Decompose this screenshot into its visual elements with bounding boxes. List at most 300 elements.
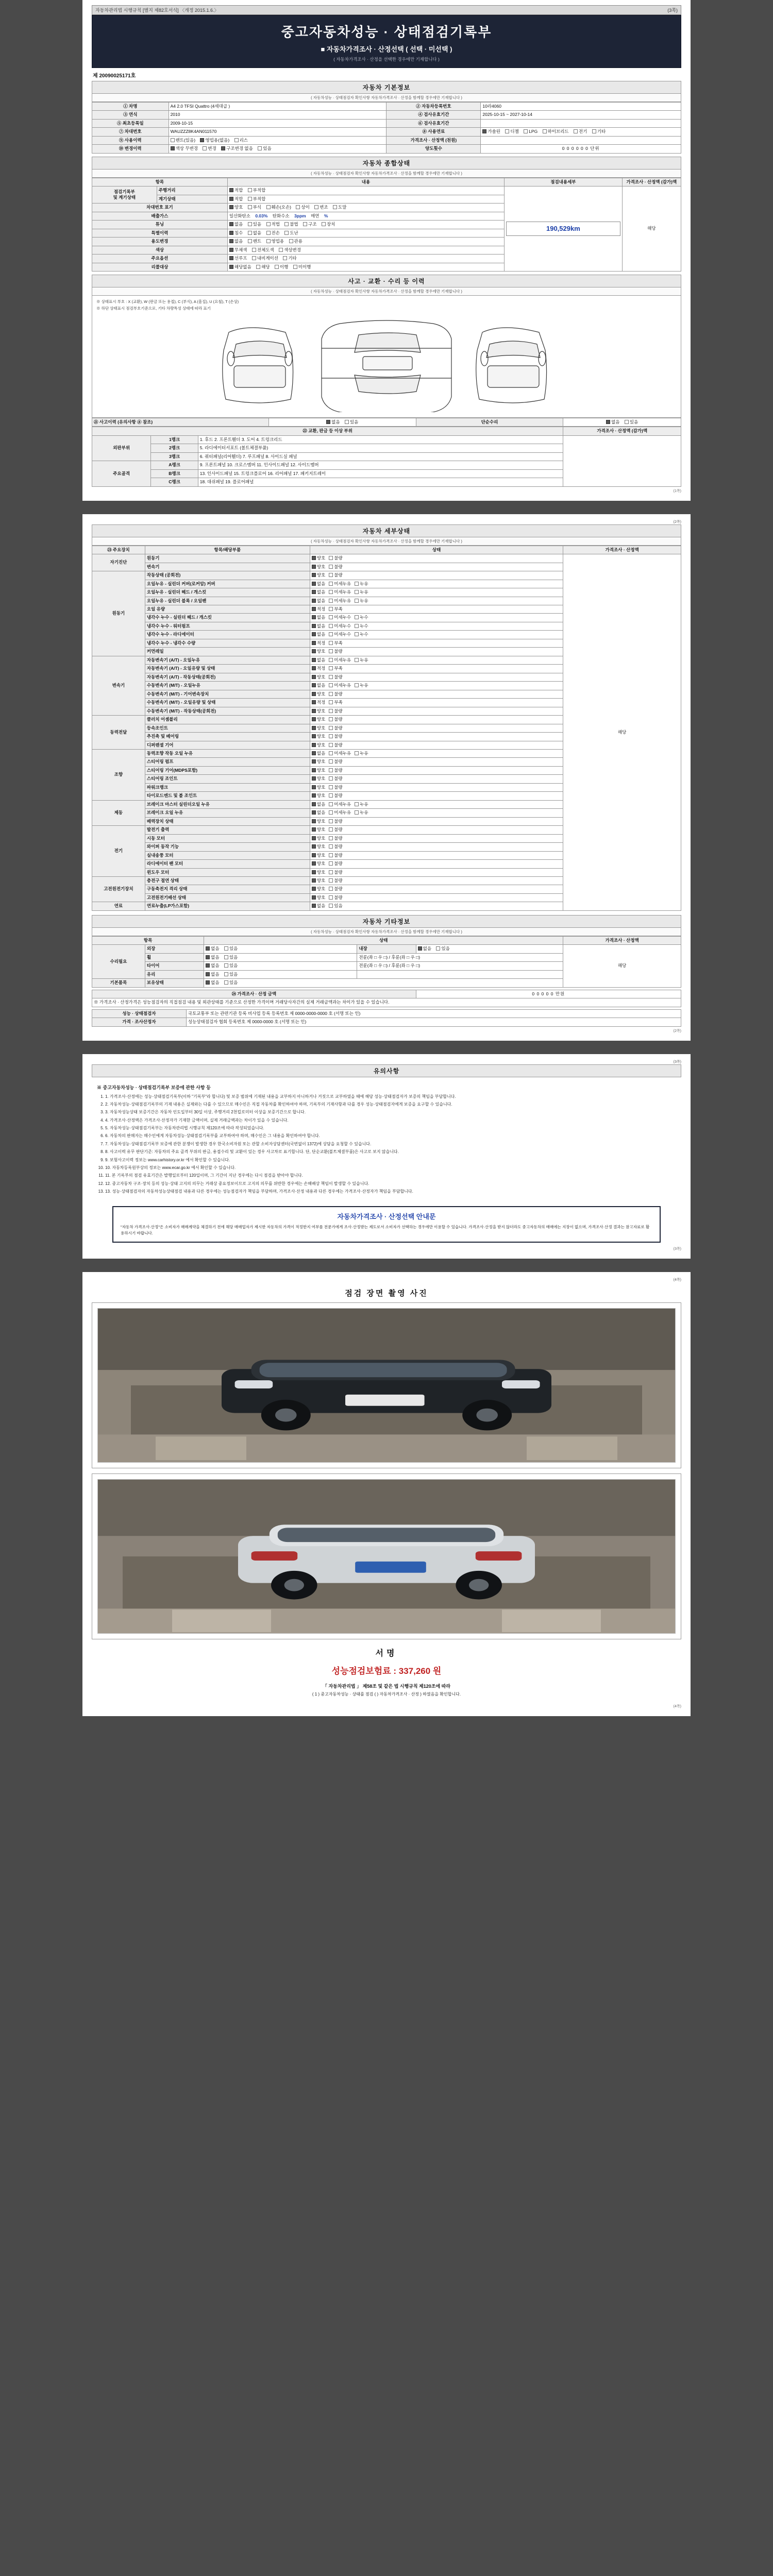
vin-modified[interactable]: 훼손(오손) (266, 205, 292, 210)
simple-yes[interactable]: 있음 (625, 419, 638, 425)
change-color-none[interactable]: 색상 무변경 (171, 146, 198, 151)
detail-item-label: 스티어링 기어(MDPS포함) (145, 766, 310, 774)
detail-item-state (310, 868, 563, 876)
detail-item-state (310, 580, 563, 588)
overall-value-options (227, 255, 504, 263)
table-row (92, 187, 681, 195)
glass-none[interactable]: 없음 (206, 972, 219, 977)
meter-ng[interactable]: 부적합 (248, 196, 266, 202)
detail-item-state (310, 716, 563, 724)
detail-option-없음[interactable]: 없음 (312, 615, 325, 620)
emission-co-value: 0.03% (255, 213, 268, 218)
change-color-yes[interactable]: 변경 (203, 146, 216, 151)
detail-state-table (92, 546, 681, 911)
basic-label-name: ① 차명 (92, 103, 169, 111)
notice-title: 유의사항 (92, 1064, 681, 1077)
detail-option-있음[interactable]: 있음 (329, 903, 342, 909)
special-flood-none[interactable]: 없음 (248, 230, 261, 236)
detail-item-label: 파워크랭크 (145, 783, 310, 791)
fuel-lpg[interactable]: LPG (524, 129, 537, 134)
notice-item: 10. 10. 자동차등록원부상의 정보는 www.ecar.go.kr 에서 확인할 수 있습니다. (105, 1165, 676, 1171)
overall-label-cartype: 차대번호 표기 (92, 204, 228, 212)
emission-co-label: 일산화탄소 (229, 213, 250, 218)
detail-item-label: 스티어링 펌프 (145, 758, 310, 766)
detail-option-누수[interactable]: 누수 (355, 632, 368, 637)
detail-option-누유[interactable]: 누유 (355, 751, 368, 756)
sign-value-performance: 국토교통부 또는 관련기관 등록 비사업 등록 등록번호 제 0000-0000-0000 호 (서명 또는 인) (186, 1009, 681, 1018)
dist-ok[interactable]: 적합 (229, 188, 243, 193)
detail-option-없음[interactable]: 없음 (312, 623, 325, 629)
detail-option-양호[interactable]: 양호 (312, 734, 325, 739)
page-4-footer: (4쪽) (673, 1704, 681, 1708)
detail-option-양호[interactable]: 양호 (312, 861, 325, 867)
photos-title: 점검 장면 촬영 사진 (345, 1289, 428, 1298)
legal-foot-2: ( 1 ) 중고자동차성능 · 상태를 점검 ( ) 자동차가격조사 · 산정 ) 하였음을 확인합니다. (312, 1691, 461, 1697)
exterior-yes[interactable]: 있음 (224, 946, 238, 952)
detail-item-label: 고전원전기배선 상태 (145, 893, 310, 902)
detail-option-미세누유[interactable]: 미세누유 (329, 598, 351, 604)
total-value: 0 0 0 0 0 만원 (416, 990, 681, 998)
detail-option-양호[interactable]: 양호 (312, 725, 325, 731)
detail-option-불량[interactable]: 불량 (329, 768, 342, 773)
detail-option-없음[interactable]: 없음 (312, 598, 325, 604)
detail-item-label: 냉각수 누수 - 라디에이터 (145, 631, 310, 639)
detail-item-label: 오일누유 - 실린더 헤드 / 개스킷 (145, 588, 310, 597)
special-flood[interactable]: 침수 (229, 230, 243, 236)
detail-item-label: 스티어링 조인트 (145, 775, 310, 783)
glass-yes[interactable]: 있음 (224, 972, 238, 977)
overall-value-cartype (227, 204, 504, 212)
accident-label: ㉑ 사고이력 (유의사항 ⑧ 참조) (92, 418, 269, 426)
detail-item-label: 수동변속기 (M/T) - 작동상태(공회전) (145, 707, 310, 715)
detail-group-0: 자기진단 (92, 554, 145, 571)
other-item-exterior: 외장 (145, 945, 204, 953)
vin-none[interactable]: 변조 (314, 205, 328, 210)
usechange-rent[interactable]: 없음 (229, 239, 243, 244)
recall-yes[interactable]: 해당 (256, 264, 270, 270)
detail-option-미세누유[interactable]: 미세누유 (329, 802, 351, 807)
detail-option-없음[interactable]: 없음 (312, 632, 325, 637)
detail-item-state (310, 851, 563, 859)
table-row (92, 945, 681, 953)
detail-option-양호[interactable]: 양호 (312, 564, 325, 570)
other-item-basic: 보유상태 (145, 979, 204, 987)
accident-none[interactable]: 없음 (326, 419, 340, 425)
detail-option-적정[interactable]: 적정 (312, 606, 325, 612)
use-rent[interactable]: 렌트(있음) (171, 138, 196, 143)
detail-option-미세누유[interactable]: 미세누유 (329, 810, 351, 816)
detail-option-불량[interactable]: 불량 (329, 734, 342, 739)
detail-item-state (310, 860, 563, 868)
basic-label-count: 양도횟수 (386, 145, 481, 153)
accident-yes[interactable]: 있음 (345, 419, 358, 425)
parts-line-a: 9. 프론트패널 10. 크로스멤버 11. 인사이드패널 12. 사이드멤버 (198, 461, 563, 469)
detail-option-누유[interactable]: 누유 (355, 683, 368, 688)
detail-option-부족[interactable]: 부족 (329, 666, 342, 671)
change-struct-none[interactable]: 구조변경 없음 (221, 146, 253, 151)
interior-none[interactable]: 없음 (418, 946, 431, 952)
parts-tier-a: A랭크 (151, 461, 198, 469)
detail-option-누유[interactable]: 누유 (355, 810, 368, 816)
page-mark-1: (3쪽) (667, 8, 678, 13)
vin-damaged[interactable]: 부식 (248, 205, 261, 210)
tuning-yes[interactable]: 있음 (248, 222, 261, 227)
car-top-diagram (309, 314, 464, 412)
basicitem-yes[interactable]: 있음 (224, 980, 238, 986)
signature-table (92, 1009, 681, 1027)
photo-frame-2 (92, 1473, 681, 1639)
detail-item-label: 디퍼렌셜 기어 (145, 741, 310, 749)
detail-item-label: 와이퍼 동작 기능 (145, 843, 310, 851)
basic-value-vin: WAUZZZ8K4AN011570 (169, 128, 386, 136)
detail-option-양호[interactable]: 양호 (312, 819, 325, 824)
overall-label-options: 주요옵션 (92, 255, 228, 263)
parts-group-frame: 주요골격 (92, 461, 151, 486)
detail-col-1: ㉓ 주요장치 (92, 546, 145, 554)
detail-option-누유[interactable]: 누유 (355, 581, 368, 587)
table-row (92, 145, 681, 153)
meter-ok[interactable]: 적합 (229, 196, 243, 202)
option-navi[interactable]: 내비게이션 (252, 256, 278, 261)
basic-value-inspection: 2025-10-15 ~ 2027-10-14 (481, 111, 681, 119)
basicitem-none[interactable]: 없음 (206, 980, 219, 986)
detail-option-불량[interactable]: 불량 (329, 785, 342, 790)
detail-option-불량[interactable]: 불량 (329, 649, 342, 654)
detail-option-없음[interactable]: 없음 (312, 751, 325, 756)
parts-line-1: 1. 후드 2. 프론트휀더 3. 도어 4. 트렁크리드 (198, 435, 563, 444)
other-value-wheel (204, 953, 357, 961)
detail-option-없음[interactable]: 없음 (312, 589, 325, 595)
overall-value-color (227, 246, 504, 254)
other-col-1: 항목 (92, 936, 204, 944)
detail-option-적정[interactable]: 적정 (312, 700, 325, 705)
detail-option-불량[interactable]: 불량 (329, 827, 342, 833)
other-group-repair: 수리필요 (92, 945, 145, 979)
interior-yes[interactable]: 있음 (436, 946, 449, 952)
tuning-none[interactable]: 없음 (229, 222, 243, 227)
special-theft[interactable]: 도난 (284, 230, 298, 236)
overall-col-content: 내용 (227, 178, 504, 186)
detail-option-없음[interactable]: 없음 (312, 683, 325, 688)
detail-item-state (310, 571, 563, 580)
detail-option-불량[interactable]: 불량 (329, 572, 342, 578)
detail-option-양호[interactable]: 양호 (312, 768, 325, 773)
detail-option-양호[interactable]: 양호 (312, 759, 325, 765)
overall-value-special (227, 229, 504, 237)
detail-option-양호[interactable]: 양호 (312, 844, 325, 850)
detail-option-미세누유[interactable]: 미세누유 (329, 683, 351, 688)
basic-label-usehistory: ⑨ 사용이력 (92, 136, 169, 144)
basic-value-firstreg: 2009-10-15 (169, 119, 386, 127)
notice-item: 2. 2. 자동차성능·상태점검기록부의 기재 내용은 실제와는 다를 수 있으므로 매수인은 직접 자동차를 확인하여야 하며, 기록부의 기재사항과 다를 경우 성능·상태점검자에게 보증을 요구할 수 있습니다. (105, 1101, 676, 1108)
detail-option-양호[interactable]: 양호 (312, 878, 325, 884)
table-row (92, 103, 681, 111)
detail-item-state (310, 877, 563, 885)
detail-option-없음[interactable]: 없음 (312, 657, 325, 663)
section-overall-subtitle: ( 자동차성능 · 상태점검자 확인사항 자동차가격조사 · 산정을 함께할 경우에만 기재합니다 ) (92, 170, 681, 178)
detail-option-양호[interactable]: 양호 (312, 853, 325, 858)
usechange-lease[interactable]: 관용 (289, 239, 303, 244)
simple-repair-value (563, 418, 681, 426)
emission-hc-label: 탄화수소 (272, 213, 290, 218)
detail-item-state (310, 800, 563, 808)
detail-option-미세누수[interactable]: 미세누수 (329, 623, 351, 629)
basic-info-table (92, 102, 681, 154)
detail-option-양호[interactable]: 양호 (312, 555, 325, 561)
wheel-none[interactable]: 없음 (206, 955, 219, 960)
special-total-loss[interactable]: 전손 (266, 230, 280, 236)
tire-none[interactable]: 없음 (206, 963, 219, 969)
detail-item-state (310, 749, 563, 757)
page-4-topmark: (4쪽) (673, 1278, 681, 1282)
recall-no[interactable]: 해당없음 (229, 264, 251, 270)
detail-option-미세누유[interactable]: 미세누유 (329, 751, 351, 756)
form-code: 자동차관리법 시행규칙 [별지 제82호서식] 〈개정 2015.1.6.〉 (95, 8, 219, 13)
detail-option-양호[interactable]: 양호 (312, 785, 325, 790)
detail-item-label: 원동기 (145, 554, 310, 563)
page-1 (82, 0, 691, 501)
detail-item-state (310, 758, 563, 766)
detail-option-불량[interactable]: 불량 (329, 844, 342, 850)
detail-item-label: 브레이크 오일 누유 (145, 809, 310, 817)
insurance-fee-label: 성능점검보험료 : (331, 1666, 396, 1676)
detail-option-누유[interactable]: 누유 (355, 802, 368, 807)
detail-option-양호[interactable]: 양호 (312, 870, 325, 875)
detail-option-양호[interactable]: 양호 (312, 649, 325, 654)
other-value-basic (204, 979, 563, 987)
vin-stamped[interactable]: 상이 (296, 205, 309, 210)
detail-option-양호[interactable]: 양호 (312, 708, 325, 714)
detail-option-불량[interactable]: 불량 (329, 836, 342, 841)
detail-option-미세누유[interactable]: 미세누유 (329, 581, 351, 587)
total-label: ㉔ 가격조사 · 산정 금액 (92, 990, 416, 998)
notice-body (92, 1077, 681, 1199)
fuel-etc[interactable]: 기타 (592, 129, 606, 134)
parts-tier-1: 1랭크 (151, 435, 198, 444)
tuning-legal[interactable]: 적법 (266, 222, 280, 227)
detail-item-state (310, 554, 563, 563)
detail-option-불량[interactable]: 불량 (329, 674, 342, 680)
detail-option-미세누유[interactable]: 미세누유 (329, 589, 351, 595)
detail-option-불량[interactable]: 불량 (329, 861, 342, 867)
sign-label-performance: 성능 · 상태점검자 (92, 1009, 187, 1018)
table-row (92, 435, 681, 444)
notice-item: 8. 8. 사고이력 유무 판단기준: 자동차의 주요 골격 부위의 판금, 용접수리 및 교환이 있는 경우 사고차로 표기합니다. 단, 단순교환(볼트체결부품)은 사고로 보지 않습니다. (105, 1149, 676, 1155)
fuel-electric[interactable]: 전기 (574, 129, 587, 134)
table-header-row (92, 936, 681, 944)
detail-item-state (310, 843, 563, 851)
basic-label-firstreg: ⑤ 최초등록일 (92, 119, 169, 127)
detail-option-불량[interactable]: 불량 (329, 691, 342, 697)
detail-option-미세누유[interactable]: 미세누유 (329, 657, 351, 663)
detail-option-불량[interactable]: 불량 (329, 564, 342, 570)
fuel-gasoline[interactable]: 가솔린 (482, 129, 500, 134)
other-value-wheel-pos: 전륜(좌 □ 우 □) / 후륜(좌 □ 우 □) (357, 953, 563, 961)
emission-smoke-value: % (324, 213, 328, 218)
insurance-fee-value: 337,260 원 (398, 1666, 442, 1676)
overall-col-state: 점검내용세부 (505, 178, 623, 186)
detail-item-state (310, 597, 563, 605)
detail-option-부족[interactable]: 부족 (329, 640, 342, 646)
document-number: 제 20090025171호 (93, 73, 136, 79)
detail-item-label: 배력장치 상태 (145, 817, 310, 825)
detail-item-label: 자동변속기 (A/T) - 오일유량 및 상태 (145, 665, 310, 673)
tuning-structure[interactable]: 구조 (303, 222, 316, 227)
color-full[interactable]: 전체도색 (252, 247, 274, 253)
detail-col-4: 가격조사 · 산정액 (563, 546, 681, 554)
overall-label-emission: 배출가스 (92, 212, 228, 220)
vin-etc[interactable]: 도말 (333, 205, 346, 210)
page-title: 중고자동차성능 · 상태점검기록부 (281, 24, 492, 40)
dist-ng[interactable]: 부적합 (248, 188, 266, 193)
detail-option-양호[interactable]: 양호 (312, 836, 325, 841)
detail-option-부족[interactable]: 부족 (329, 700, 342, 705)
detail-item-label: 커먼레일 (145, 648, 310, 656)
detail-option-불량[interactable]: 불량 (329, 819, 342, 824)
detail-option-적정[interactable]: 적정 (312, 640, 325, 646)
emission-hc-value: 3ppm (294, 213, 306, 218)
detail-option-양호[interactable]: 양호 (312, 717, 325, 722)
detail-option-불량[interactable]: 불량 (329, 742, 342, 748)
simple-none[interactable]: 없음 (606, 419, 619, 425)
detail-item-state (310, 665, 563, 673)
section-basic-title: 자동차 기본정보 (92, 81, 681, 94)
detail-option-불량[interactable]: 불량 (329, 878, 342, 884)
fuel-hybrid[interactable]: 하이브리드 (543, 129, 569, 134)
detail-option-없음[interactable]: 없음 (312, 903, 325, 909)
detail-option-불량[interactable]: 불량 (329, 708, 342, 714)
recall-notdone[interactable]: 미이행 (293, 264, 311, 270)
table-row (92, 990, 681, 998)
detail-option-불량[interactable]: 불량 (329, 895, 342, 901)
detail-option-없음[interactable]: 없음 (312, 810, 325, 816)
detail-option-불량[interactable]: 불량 (329, 759, 342, 765)
detail-option-양호[interactable]: 양호 (312, 895, 325, 901)
detail-item-label: 추진축 및 베어링 (145, 733, 310, 741)
document-header (92, 15, 681, 68)
overall-label-tuning: 튜닝 (92, 221, 228, 229)
declaration-body: "자동차 가격조사·산정"은 소비자가 매매계약을 체결하기 전에 해당 매매업자가 제시한 자동차의 가격이 적정한지 여부를 전문가에게 조사·산정받는 제도로서 소비자가 선택하는 경우에만 이용할 수 있습니다. 가격조사·산정을 받지 않더라도 중고자동차의 매매에는 지장이 없으며, 가격조사·산정 결과는 참고자료로 활용하시기 바랍니다. (121, 1224, 650, 1235)
usechange-business[interactable]: 렌트 (248, 239, 261, 244)
detail-item-label: 윈도우 모터 (145, 868, 310, 876)
detail-item-state (310, 707, 563, 715)
detail-option-양호[interactable]: 양호 (312, 742, 325, 748)
detail-option-없음[interactable]: 없음 (312, 802, 325, 807)
change-struct-yes[interactable]: 있음 (258, 146, 271, 151)
detail-item-state (310, 733, 563, 741)
option-sunroof[interactable]: 선루프 (229, 256, 247, 261)
page-3 (82, 1054, 691, 1259)
recall-done[interactable]: 이행 (275, 264, 288, 270)
option-etc[interactable]: 기타 (283, 256, 296, 261)
detail-option-불량[interactable]: 불량 (329, 886, 342, 892)
table-header-row (92, 178, 681, 186)
table-row (92, 1018, 681, 1026)
use-lease[interactable]: 리스 (234, 138, 248, 143)
detail-option-불량[interactable]: 불량 (329, 870, 342, 875)
other-item-tire: 타이어 (145, 962, 204, 970)
page-4 (82, 1272, 691, 1716)
detail-option-없음[interactable]: 없음 (312, 581, 325, 587)
detail-group-2: 변속기 (92, 656, 145, 715)
detail-option-양호[interactable]: 양호 (312, 691, 325, 697)
detail-option-누수[interactable]: 누수 (355, 623, 368, 629)
detail-item-label: 실내송풍 모터 (145, 851, 310, 859)
table-row (92, 136, 681, 144)
other-value-interior (416, 945, 563, 953)
detail-group-3: 동력전달 (92, 716, 145, 750)
table-row (92, 554, 681, 563)
detail-group-6: 전기 (92, 826, 145, 877)
detail-option-불량[interactable]: 불량 (329, 725, 342, 731)
usechange-official[interactable]: 영업용 (266, 239, 284, 244)
detail-option-미세누수[interactable]: 미세누수 (329, 632, 351, 637)
page-3-topmark: (3쪽) (673, 1060, 681, 1064)
basic-label-plate: ② 자동차등록번호 (386, 103, 481, 111)
detail-option-불량[interactable]: 불량 (329, 776, 342, 782)
detail-item-state (310, 893, 563, 902)
detail-option-불량[interactable]: 불량 (329, 793, 342, 799)
detail-item-state (310, 724, 563, 732)
damage-parts-table (92, 427, 681, 486)
detail-option-누유[interactable]: 누유 (355, 657, 368, 663)
header-subnote: ( 자동차가격조사 · 산정을 선택한 경우에만 기재합니다 ) (333, 57, 440, 62)
detail-option-양호[interactable]: 양호 (312, 827, 325, 833)
parts-tier-2: 2랭크 (151, 444, 198, 452)
parts-line-b: 13. 인사이드패널 15. 트렁크플로어 16. 리어패널 17. 패키지트레이 (198, 469, 563, 478)
section-detail-subtitle: ( 자동차성능 · 상태점검자 확인사항 자동차가격조사 · 산정을 함께할 경우에만 기재합니다 ) (92, 537, 681, 546)
detail-option-적정[interactable]: 적정 (312, 666, 325, 671)
exterior-none[interactable]: 없음 (206, 946, 219, 952)
detail-option-양호[interactable]: 양호 (312, 674, 325, 680)
detail-option-양호[interactable]: 양호 (312, 886, 325, 892)
detail-group-4: 조향 (92, 749, 145, 800)
basic-value-count: 0 0 0 0 0 0 단위 (481, 145, 681, 153)
detail-option-누수[interactable]: 누수 (355, 615, 368, 620)
detail-option-누유[interactable]: 누유 (355, 589, 368, 595)
car-diagrams (96, 312, 677, 413)
vin-normal[interactable]: 양호 (229, 205, 243, 210)
detail-option-미세누수[interactable]: 미세누수 (329, 615, 351, 620)
tuning-illegal[interactable]: 불법 (284, 222, 298, 227)
detail-item-label: 동력조향 작동 오일 누유 (145, 749, 310, 757)
sign-label-price: 가격 · 조사산정자 (92, 1018, 187, 1026)
color-partial[interactable]: 색상변경 (279, 247, 301, 253)
fuel-diesel[interactable]: 디젤 (505, 129, 518, 134)
color-none[interactable]: 무채색 (229, 247, 247, 253)
page-2 (82, 514, 691, 1041)
basic-value-year: 2010 (169, 111, 386, 119)
basic-label-inspection2: ⑥ 검사유효기간 (386, 119, 481, 127)
tuning-device[interactable]: 장치 (322, 222, 335, 227)
detail-group-7: 고전원전기장치 (92, 877, 145, 902)
detail-option-양호[interactable]: 양호 (312, 776, 325, 782)
basic-label-inspection: ④ 검사유효기간 (386, 111, 481, 119)
use-business[interactable]: 영업용(없음) (200, 138, 229, 143)
tire-yes[interactable]: 있음 (224, 963, 238, 969)
wheel-yes[interactable]: 있음 (224, 955, 238, 960)
detail-item-label: 충전구 절연 상태 (145, 877, 310, 885)
detail-option-누유[interactable]: 누유 (355, 598, 368, 604)
detail-option-불량[interactable]: 불량 (329, 555, 342, 561)
table-row (92, 427, 681, 435)
detail-option-불량[interactable]: 불량 (329, 717, 342, 722)
detail-option-양호[interactable]: 양호 (312, 793, 325, 799)
detail-option-불량[interactable]: 불량 (329, 853, 342, 858)
detail-option-부족[interactable]: 부족 (329, 606, 342, 612)
detail-item-label: 수동변속기 (M/T) - 오일유량 및 상태 (145, 699, 310, 707)
detail-option-양호[interactable]: 양호 (312, 572, 325, 578)
